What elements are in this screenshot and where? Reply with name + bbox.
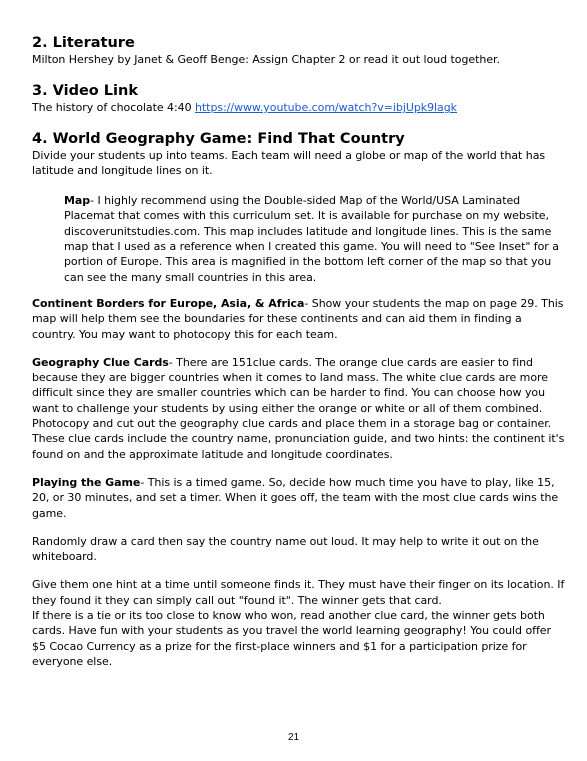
game-heading: 4. World Geography Game: Find That Country — [32, 130, 405, 147]
video-line — [32, 100, 567, 115]
video-text: The history of chocolate 4:40 — [32, 101, 192, 115]
document-page — [32, 34, 567, 669]
literature-heading: 2. Literature — [32, 35, 135, 51]
draw-paragraph: Randomly draw a card then say the country name out loud. It may help to write it out on the whiteboard. — [32, 534, 539, 564]
borders-label: Continent Borders for Europe, Asia, & Africa — [32, 296, 305, 310]
video-heading: 3. Video Link — [32, 83, 138, 100]
cards-paragraph — [32, 355, 567, 462]
cards-label: Geography Clue Cards — [32, 355, 169, 369]
cards-text: - There are 151clue cards. The orange clue cards are easier to find because they are bigger countries when it comes to land mass. The white clue cards are more difficult since they are smaller countries which can be harder to find. You can choose how you want to challenge your students by using either the orange or white or all of them combined. Photocopy and cut out the geography clue cards and place them in a storage bag or container. These clue cards include the country name, pronunciation guide, and two hints: the continent it's found on and the approximate latitude and longitude coordinates. — [32, 355, 565, 461]
playing-text: - This is a timed game. So, decide how much time you have to play, like 15, 20, or 30 minutes, and set a timer. When it goes off, the team with the most clue cards wins the game. — [32, 475, 559, 520]
playing-label: Playing the Game — [32, 475, 141, 489]
borders-text: - Show your students the map on page 29. This map will help them see the boundaries for these continents and can aid them in finding a country. You may want to photocopy this for each team. — [32, 296, 564, 341]
tie-paragraph: If there is a tie or its too close to know who won, read another clue card, the winner gets both cards. Have fun with your students as you travel the world learning geography! You could offer $5 Cocao Currency as a prize for the first-place winners and $1 for a participation prize for everyone else. — [32, 609, 551, 668]
literature-text: Milton Hershey by Janet & Geoff Benge: Assign Chapter 2 or read it out loud together. — [32, 53, 500, 66]
playing-paragraph — [32, 475, 567, 521]
map-text: - I highly recommend using the Double-sided Map of the World/USA Laminated Placemat that comes with this curriculum set. It is available for purchase on my website, discoverunitstudies.com. This map includes latitude and longitude lines. This is the same map that I used as a reference when I created this game. You will need to "See Inset" for a portion of Europe. This area is magnified in the bottom left corner of the map so that you can see the many small countries in this area. — [64, 194, 559, 284]
video-link[interactable]: https://www.youtube.com/watch?v=ibjUpk9lagk — [195, 101, 457, 115]
game-intro: Divide your students up into teams. Each team will need a globe or map of the world that has latitude and longitude lines on it. — [32, 148, 546, 177]
borders-paragraph — [32, 296, 567, 342]
map-label: Map — [64, 194, 91, 208]
hint-paragraph: Give them one hint at a time until someone finds it. They must have their finger on its location. If they found it they can simply call out "found it". The winner gets that card. — [32, 578, 565, 607]
page-number: 21 — [287, 732, 300, 743]
map-paragraph — [32, 193, 567, 285]
